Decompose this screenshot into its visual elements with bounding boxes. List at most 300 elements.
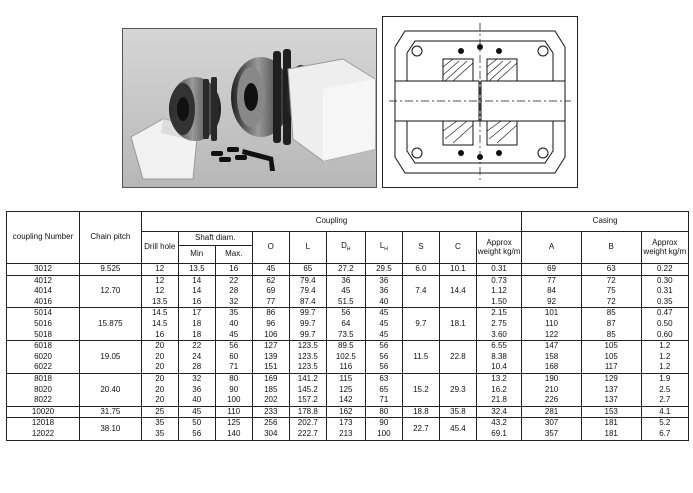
shaft-max-value: 22 bbox=[229, 275, 239, 285]
col-dh-subscript: H bbox=[346, 246, 351, 253]
a-value: 92 bbox=[547, 296, 557, 306]
cell-lh bbox=[365, 418, 402, 440]
table-row-group bbox=[7, 418, 689, 440]
dh-value: 125 bbox=[339, 384, 353, 394]
shaft-min-value: 18 bbox=[192, 329, 202, 339]
lh-value: 56 bbox=[379, 351, 389, 361]
cell-o bbox=[252, 264, 289, 276]
coupling-number-value: 3012 bbox=[34, 264, 52, 273]
coupling-number-value: 5018 bbox=[34, 329, 52, 339]
dh-value: 73.5 bbox=[338, 329, 354, 339]
lh-value: 56 bbox=[379, 362, 389, 372]
weight-coupling-value: 0.73 bbox=[491, 275, 507, 285]
o-value: 151 bbox=[264, 362, 278, 372]
lh-value: 100 bbox=[377, 428, 391, 438]
lh-value: 45 bbox=[379, 318, 389, 328]
weight-coupling-value: 13.2 bbox=[491, 373, 507, 383]
shaft-min-value: 17 bbox=[192, 308, 202, 318]
shaft-min-value: 22 bbox=[192, 341, 202, 351]
shaft-max-value: 140 bbox=[227, 428, 241, 438]
drill-hole-value: 20 bbox=[155, 351, 165, 361]
cell-c: 29.3 bbox=[439, 373, 476, 406]
o-value: 77 bbox=[266, 296, 276, 306]
b-value: 72 bbox=[606, 275, 616, 285]
o-value: 62 bbox=[266, 275, 276, 285]
cell-shaft-min bbox=[178, 264, 215, 276]
shaft-max-value: 16 bbox=[229, 264, 239, 273]
dh-value: 115 bbox=[339, 373, 353, 383]
cell-c: 22.8 bbox=[439, 341, 476, 374]
shaft-min-value: 36 bbox=[192, 384, 202, 394]
o-value: 127 bbox=[264, 341, 278, 351]
cell-dh bbox=[326, 406, 365, 418]
weight-coupling-value: 3.60 bbox=[491, 329, 507, 339]
weight-coupling-value: 8.38 bbox=[491, 351, 507, 361]
dh-value: 173 bbox=[339, 418, 353, 428]
b-value: 137 bbox=[604, 384, 618, 394]
cell-coupling-number bbox=[7, 373, 80, 406]
cell-b bbox=[581, 418, 641, 440]
cell-s: 11.5 bbox=[402, 341, 439, 374]
weight-coupling-value: 32.4 bbox=[491, 406, 507, 416]
cell-shaft-max bbox=[215, 264, 252, 276]
dh-value: 162 bbox=[339, 406, 353, 416]
cell-a bbox=[522, 308, 582, 341]
dh-value: 27.2 bbox=[338, 264, 354, 273]
b-value: 137 bbox=[604, 395, 618, 405]
cell-chain-pitch: 20.40 bbox=[80, 373, 142, 406]
o-value: 69 bbox=[266, 286, 276, 296]
lh-value: 80 bbox=[379, 406, 389, 416]
coupling-cross-section-drawing bbox=[382, 16, 578, 188]
drill-hole-value: 20 bbox=[155, 362, 165, 372]
lh-value: 36 bbox=[379, 286, 389, 296]
table-row-group bbox=[7, 373, 689, 406]
shaft-min-value: 40 bbox=[192, 395, 202, 405]
lh-value: 40 bbox=[379, 296, 389, 306]
drill-hole-value: 12 bbox=[155, 286, 165, 296]
lh-value: 71 bbox=[379, 395, 389, 405]
weight-coupling-value: 0.31 bbox=[491, 264, 507, 273]
cell-s: 7.4 bbox=[402, 275, 439, 308]
coupling-number-value: 12022 bbox=[31, 428, 55, 438]
cell-coupling-number bbox=[7, 341, 80, 374]
shaft-max-value: 90 bbox=[229, 384, 239, 394]
drill-hole-value: 14.5 bbox=[151, 308, 168, 318]
b-value: 72 bbox=[606, 296, 616, 306]
shaft-min-value: 13.5 bbox=[188, 264, 205, 273]
b-value: 153 bbox=[604, 406, 618, 416]
cell-o bbox=[252, 406, 289, 418]
table-row-group bbox=[7, 341, 689, 374]
cell-c: 45.4 bbox=[439, 418, 476, 440]
col-a: A bbox=[522, 232, 582, 264]
drill-hole-value: 20 bbox=[155, 341, 165, 351]
col-dh bbox=[326, 232, 365, 264]
l-value: 99.7 bbox=[300, 329, 316, 339]
a-value: 307 bbox=[544, 418, 559, 428]
cell-s: 18.8 bbox=[402, 406, 439, 418]
dh-value: 116 bbox=[339, 362, 353, 372]
a-value: 101 bbox=[544, 308, 559, 318]
cell-c: 18.1 bbox=[439, 308, 476, 341]
coupling-number-value: 5014 bbox=[34, 308, 52, 318]
o-value: 185 bbox=[264, 384, 278, 394]
cell-weight-coupling bbox=[476, 275, 521, 308]
coupling-number-value: 4012 bbox=[34, 275, 52, 285]
cell-a bbox=[522, 275, 582, 308]
l-value: 79.4 bbox=[300, 275, 316, 285]
weight-casing-value: 4.1 bbox=[659, 406, 671, 416]
b-value: 75 bbox=[606, 286, 616, 296]
weight-coupling-value: 10.4 bbox=[491, 362, 507, 372]
coupling-number-value: 6020 bbox=[34, 351, 52, 361]
dh-value: 51.5 bbox=[338, 296, 354, 306]
o-value: 304 bbox=[264, 428, 278, 438]
weight-casing-value: 6.7 bbox=[659, 428, 671, 438]
shaft-min-value: 32 bbox=[192, 373, 202, 383]
cell-dh bbox=[326, 308, 365, 341]
weight-casing-value: 0.31 bbox=[656, 286, 673, 296]
weight-casing-value: 0.47 bbox=[656, 308, 673, 318]
weight-coupling-value: 1.50 bbox=[491, 296, 507, 306]
b-value: 181 bbox=[604, 418, 618, 428]
cell-chain-pitch: 38.10 bbox=[80, 418, 142, 440]
b-value: 105 bbox=[604, 341, 618, 351]
a-value: 210 bbox=[544, 384, 559, 394]
shaft-max-value: 125 bbox=[227, 418, 241, 428]
col-coupling-number: coupling Number bbox=[7, 212, 80, 264]
col-l: L bbox=[289, 232, 326, 264]
cell-lh bbox=[365, 373, 402, 406]
cell-weight-coupling bbox=[476, 406, 521, 418]
lh-value: 36 bbox=[379, 275, 389, 285]
cell-a bbox=[522, 341, 582, 374]
weight-coupling-value: 21.8 bbox=[491, 395, 507, 405]
lh-value: 29.5 bbox=[376, 264, 392, 273]
col-c: C bbox=[439, 232, 476, 264]
cell-weight-coupling bbox=[476, 308, 521, 341]
cell-weight-casing bbox=[641, 373, 688, 406]
shaft-min-value: 45 bbox=[192, 406, 202, 416]
lh-value: 65 bbox=[379, 384, 389, 394]
coupling-spec-table bbox=[6, 211, 689, 441]
weight-casing-value: 0.35 bbox=[656, 296, 673, 306]
drill-hole-value: 16 bbox=[155, 329, 165, 339]
l-value: 87.4 bbox=[300, 296, 316, 306]
shaft-max-value: 35 bbox=[229, 308, 239, 318]
cell-l bbox=[289, 373, 326, 406]
b-value: 85 bbox=[606, 329, 616, 339]
cell-weight-casing bbox=[641, 308, 688, 341]
b-value: 129 bbox=[604, 373, 618, 383]
cell-weight-casing bbox=[641, 275, 688, 308]
a-value: 122 bbox=[544, 329, 559, 339]
l-value: 202.7 bbox=[297, 418, 318, 428]
cell-weight-casing bbox=[641, 406, 688, 418]
cell-shaft-max bbox=[215, 275, 252, 308]
o-value: 86 bbox=[266, 308, 276, 318]
cell-lh bbox=[365, 341, 402, 374]
cell-shaft-min bbox=[178, 373, 215, 406]
coupling-number-value: 8022 bbox=[34, 395, 52, 405]
dh-value: 45 bbox=[341, 286, 351, 296]
cell-drill-hole bbox=[141, 264, 178, 276]
cell-lh bbox=[365, 275, 402, 308]
a-value: 69 bbox=[547, 264, 557, 273]
b-value: 117 bbox=[604, 362, 618, 372]
cell-s: 15.2 bbox=[402, 373, 439, 406]
col-weight-casing: Approx weight kg/m bbox=[641, 232, 688, 264]
cell-dh bbox=[326, 275, 365, 308]
cell-shaft-max bbox=[215, 373, 252, 406]
cell-drill-hole bbox=[141, 341, 178, 374]
cell-a bbox=[522, 418, 582, 440]
b-value: 85 bbox=[606, 308, 616, 318]
cell-chain-pitch: 12.70 bbox=[80, 275, 142, 308]
drill-hole-value: 20 bbox=[155, 395, 165, 405]
cell-drill-hole bbox=[141, 406, 178, 418]
b-value: 105 bbox=[604, 351, 618, 361]
l-value: 65 bbox=[303, 264, 313, 273]
weight-coupling-value: 2.15 bbox=[491, 308, 507, 318]
cell-lh bbox=[365, 406, 402, 418]
cell-b bbox=[581, 308, 641, 341]
cell-o bbox=[252, 418, 289, 440]
dh-value: 102.5 bbox=[335, 351, 356, 361]
b-value: 181 bbox=[604, 428, 618, 438]
dh-value: 56 bbox=[341, 308, 351, 318]
col-weight-coupling: Approx weight kg/m bbox=[476, 232, 521, 264]
weight-casing-value: 2.7 bbox=[659, 395, 671, 405]
coupling-number-value: 4014 bbox=[34, 286, 52, 296]
coupling-photo-illustration bbox=[123, 29, 376, 187]
cell-coupling-number bbox=[7, 275, 80, 308]
dh-value: 142 bbox=[339, 395, 353, 405]
cell-l bbox=[289, 308, 326, 341]
cell-chain-pitch: 9.525 bbox=[80, 264, 142, 276]
l-value: 79.4 bbox=[300, 286, 316, 296]
group-coupling: Coupling bbox=[141, 212, 522, 232]
col-lh bbox=[365, 232, 402, 264]
o-value: 256 bbox=[264, 418, 278, 428]
cell-weight-coupling bbox=[476, 373, 521, 406]
l-value: 99.7 bbox=[300, 308, 316, 318]
shaft-max-value: 100 bbox=[227, 395, 241, 405]
cell-weight-casing bbox=[641, 264, 688, 276]
a-value: 168 bbox=[544, 362, 559, 372]
weight-casing-value: 0.30 bbox=[656, 275, 673, 285]
cell-shaft-min bbox=[178, 406, 215, 418]
o-value: 106 bbox=[264, 329, 278, 339]
cell-b bbox=[581, 373, 641, 406]
coupling-number-value: 8020 bbox=[34, 384, 52, 394]
o-value: 96 bbox=[266, 318, 276, 328]
cell-weight-casing bbox=[641, 418, 688, 440]
l-value: 123.5 bbox=[297, 351, 318, 361]
drill-hole-value: 20 bbox=[155, 384, 165, 394]
a-value: 158 bbox=[544, 351, 559, 361]
cross-section-illustration bbox=[383, 17, 577, 187]
l-value: 123.5 bbox=[297, 341, 318, 351]
weight-coupling-value: 69.1 bbox=[491, 428, 507, 438]
weight-coupling-value: 43.2 bbox=[491, 418, 507, 428]
cell-shaft-max bbox=[215, 418, 252, 440]
cell-b bbox=[581, 275, 641, 308]
coupling-number-value: 6022 bbox=[34, 362, 52, 372]
l-value: 123.5 bbox=[297, 362, 318, 372]
cell-chain-pitch: 31.75 bbox=[80, 406, 142, 418]
cell-coupling-number bbox=[7, 264, 80, 276]
o-value: 202 bbox=[264, 395, 278, 405]
a-value: 110 bbox=[545, 318, 558, 328]
coupling-photo bbox=[122, 28, 377, 188]
o-value: 139 bbox=[264, 351, 278, 361]
weight-coupling-value: 16.2 bbox=[491, 384, 507, 394]
table-row-group bbox=[7, 406, 689, 418]
drill-hole-value: 14.5 bbox=[151, 318, 168, 328]
table-row-group bbox=[7, 264, 689, 276]
weight-casing-value: 5.2 bbox=[659, 418, 671, 428]
dh-value: 213 bbox=[339, 428, 353, 438]
weight-coupling-value: 6.55 bbox=[491, 341, 507, 351]
cell-shaft-max bbox=[215, 406, 252, 418]
weight-casing-value: 0.60 bbox=[656, 329, 673, 339]
shaft-max-value: 56 bbox=[229, 341, 239, 351]
shaft-min-value: 14 bbox=[192, 286, 202, 296]
cell-weight-coupling bbox=[476, 264, 521, 276]
cell-coupling-number bbox=[7, 406, 80, 418]
lh-value: 45 bbox=[379, 308, 389, 318]
o-value: 169 bbox=[264, 373, 278, 383]
weight-casing-value: 0.22 bbox=[656, 264, 673, 273]
shaft-min-value: 16 bbox=[192, 296, 202, 306]
shaft-min-value: 24 bbox=[192, 351, 202, 361]
a-value: 147 bbox=[544, 341, 559, 351]
l-value: 145.2 bbox=[297, 384, 318, 394]
coupling-number-value: 10020 bbox=[31, 406, 55, 416]
cell-o bbox=[252, 373, 289, 406]
cell-c: 14.4 bbox=[439, 275, 476, 308]
dh-value: 36 bbox=[341, 275, 351, 285]
cell-s: 9.7 bbox=[402, 308, 439, 341]
cell-dh bbox=[326, 373, 365, 406]
cell-coupling-number bbox=[7, 308, 80, 341]
cell-s: 22.7 bbox=[402, 418, 439, 440]
col-b: B bbox=[581, 232, 641, 264]
cell-shaft-max bbox=[215, 341, 252, 374]
a-value: 281 bbox=[544, 406, 559, 416]
drill-hole-value: 13.5 bbox=[151, 296, 168, 306]
weight-coupling-value: 2.75 bbox=[491, 318, 507, 328]
col-lh-subscript: H bbox=[384, 246, 388, 253]
cell-dh bbox=[326, 264, 365, 276]
shaft-max-value: 110 bbox=[227, 406, 241, 416]
cell-c: 35.8 bbox=[439, 406, 476, 418]
cell-c: 10.1 bbox=[439, 264, 476, 276]
shaft-max-value: 28 bbox=[229, 286, 239, 296]
cell-b bbox=[581, 341, 641, 374]
shaft-min-value: 18 bbox=[192, 318, 202, 328]
a-value: 84 bbox=[547, 286, 557, 296]
cell-l bbox=[289, 341, 326, 374]
l-value: 99.7 bbox=[300, 318, 316, 328]
o-value: 45 bbox=[266, 264, 276, 273]
l-value: 222.7 bbox=[297, 428, 318, 438]
dh-value: 89.5 bbox=[338, 341, 354, 351]
l-value: 157.2 bbox=[297, 395, 318, 405]
cell-b bbox=[581, 264, 641, 276]
l-value: 178.8 bbox=[297, 406, 318, 416]
l-value: 141.2 bbox=[297, 373, 318, 383]
cell-lh bbox=[365, 308, 402, 341]
cell-s: 6.0 bbox=[402, 264, 439, 276]
col-o: O bbox=[252, 232, 289, 264]
drill-hole-value: 35 bbox=[155, 428, 165, 438]
cell-drill-hole bbox=[141, 373, 178, 406]
cell-weight-coupling bbox=[476, 341, 521, 374]
cell-dh bbox=[326, 341, 365, 374]
cell-weight-casing bbox=[641, 341, 688, 374]
col-lh-label: L bbox=[379, 241, 385, 251]
shaft-max-value: 40 bbox=[229, 318, 239, 328]
cell-a bbox=[522, 373, 582, 406]
cell-l bbox=[289, 264, 326, 276]
cell-drill-hole bbox=[141, 308, 178, 341]
table-row-group bbox=[7, 308, 689, 341]
col-s: S bbox=[402, 232, 439, 264]
cell-weight-coupling bbox=[476, 418, 521, 440]
cell-chain-pitch: 19.05 bbox=[80, 341, 142, 374]
cell-shaft-min bbox=[178, 308, 215, 341]
weight-casing-value: 1.9 bbox=[659, 373, 671, 383]
shaft-min-value: 28 bbox=[192, 362, 202, 372]
drill-hole-value: 20 bbox=[155, 373, 165, 383]
cell-chain-pitch: 15.875 bbox=[80, 308, 142, 341]
shaft-max-value: 32 bbox=[229, 296, 239, 306]
cell-shaft-max bbox=[215, 308, 252, 341]
cell-shaft-min bbox=[178, 418, 215, 440]
weight-coupling-value: 1.12 bbox=[491, 286, 507, 296]
cell-a bbox=[522, 406, 582, 418]
drill-hole-value: 12 bbox=[155, 275, 165, 285]
col-dh-label: D bbox=[341, 241, 347, 251]
cell-l bbox=[289, 406, 326, 418]
weight-casing-value: 1.2 bbox=[659, 362, 671, 372]
col-shaft-min: Min bbox=[178, 246, 215, 264]
shaft-min-value: 14 bbox=[192, 275, 202, 285]
cell-coupling-number bbox=[7, 418, 80, 440]
cell-shaft-min bbox=[178, 275, 215, 308]
cell-l bbox=[289, 418, 326, 440]
coupling-number-value: 6018 bbox=[34, 341, 52, 351]
a-value: 226 bbox=[544, 395, 559, 405]
coupling-number-value: 5016 bbox=[34, 318, 52, 328]
shaft-max-value: 60 bbox=[229, 351, 239, 361]
cell-dh bbox=[326, 418, 365, 440]
dh-value: 64 bbox=[341, 318, 351, 328]
cell-lh bbox=[365, 264, 402, 276]
a-value: 77 bbox=[547, 275, 557, 285]
col-shaft-diam: Shaft diam. bbox=[178, 232, 252, 246]
cell-l bbox=[289, 275, 326, 308]
cell-o bbox=[252, 275, 289, 308]
b-value: 87 bbox=[606, 318, 616, 328]
lh-value: 56 bbox=[379, 341, 389, 351]
group-casing: Casing bbox=[522, 212, 689, 232]
shaft-min-value: 56 bbox=[192, 428, 202, 438]
col-shaft-max: Max. bbox=[215, 246, 252, 264]
